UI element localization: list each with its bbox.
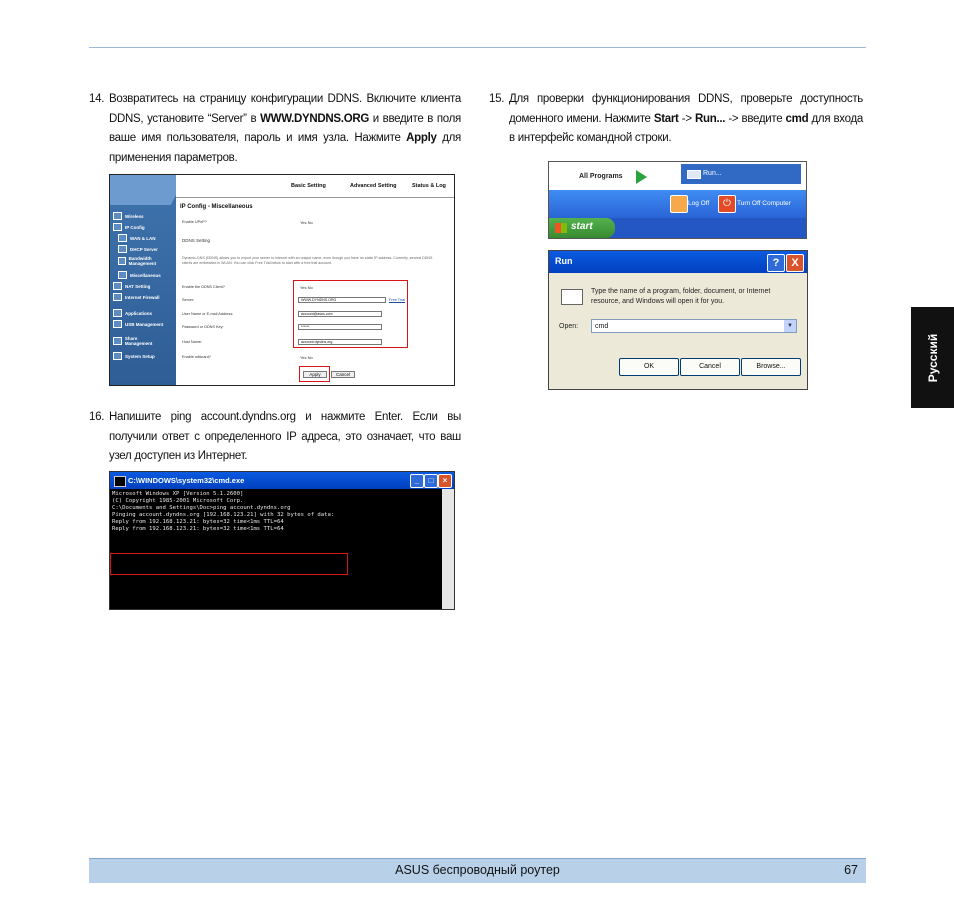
nav-item[interactable]: Wireless	[113, 212, 143, 220]
cmd-output	[112, 491, 440, 609]
radio-wildcard[interactable]: Yes No	[300, 355, 313, 360]
maximize-button[interactable]: □	[424, 474, 438, 488]
start-menu-panel	[549, 162, 806, 190]
ok-button[interactable]: OK	[619, 358, 679, 376]
step-15	[489, 90, 863, 149]
windows-logo-icon	[555, 223, 567, 233]
nav-item[interactable]: IP Config	[113, 223, 145, 231]
highlight-reply	[110, 553, 348, 575]
router-logo	[110, 175, 186, 205]
router-sidebar	[110, 175, 176, 385]
step-number: 14.	[89, 93, 105, 105]
free-trial-link[interactable]: Free Trial	[389, 298, 406, 302]
step-text: Напишите ping account.dyndns.org и нажмите Enter. Если вы получили ответ с определенного IP адреса, это означает, что ваш узел доступен из Интернет.	[109, 411, 461, 462]
section-heading: DDNS Setting	[182, 238, 211, 243]
browse-button[interactable]: Browse...	[741, 358, 801, 376]
arrow-right-icon	[636, 170, 647, 184]
page-number: 67	[844, 863, 858, 877]
console-line: Reply from 192.168.123.21: bytes=32 time<1ms TTL=64	[112, 519, 284, 525]
close-button[interactable]: ×	[438, 474, 452, 488]
nav-item[interactable]: System Setup	[113, 352, 155, 360]
footer-title: ASUS беспроводный роутер	[395, 863, 560, 877]
cmd-icon	[114, 476, 126, 487]
cmd-screenshot	[109, 471, 455, 610]
highlight-apply	[299, 366, 330, 382]
scrollbar[interactable]	[442, 489, 454, 609]
ddns-description: Dynamic-DNS (DDNS) allows you to export your server to Internet with an unique name, even though you have no static IP address. Currently, several DDNS clients are embedded in WLAN. You can click Free Trial below to start with a free trial account.	[182, 256, 433, 265]
turn-off-button[interactable]: Turn Off Computer	[737, 200, 791, 207]
cancel-button[interactable]: Cancel	[331, 371, 355, 378]
nav-item[interactable]: WAN & LAN	[118, 234, 156, 242]
apply-button[interactable]: Apply	[303, 371, 327, 378]
console-line: Microsoft Windows XP [Version 5.1.2600]	[112, 491, 244, 497]
radio-upnp[interactable]: Yes No	[300, 220, 313, 225]
console-line: Reply from 192.168.123.21: bytes=32 time<1ms TTL=64	[112, 526, 284, 532]
field-label: Host Name:	[182, 340, 203, 344]
run-dialog-titlebar: Run ? X	[549, 251, 807, 273]
highlight-ddns-fields	[293, 280, 408, 348]
all-programs-item[interactable]: All Programs	[579, 173, 623, 180]
cancel-button[interactable]: Cancel	[680, 358, 740, 376]
server-select[interactable]: WWW.DYNDNS.ORG	[298, 297, 386, 303]
run-item[interactable]: Run...	[681, 164, 801, 184]
router-config-screenshot	[109, 174, 455, 386]
start-button[interactable]: start	[549, 218, 615, 238]
console-line: (C) Copyright 1985-2001 Microsoft Corp.	[112, 498, 244, 504]
field-label: Enable the DDNS Client?	[182, 285, 225, 289]
minimize-button[interactable]: _	[410, 474, 424, 488]
power-icon: ⏻	[718, 195, 736, 213]
run-icon	[687, 170, 701, 179]
tab-advanced-setting[interactable]: Advanced Setting	[350, 183, 397, 189]
nav-item[interactable]: USB Management	[113, 320, 165, 328]
nav-item[interactable]: Bandwidth Management	[118, 256, 170, 266]
nav-item[interactable]: NAT Setting	[113, 282, 150, 290]
step-number: 16.	[89, 411, 105, 423]
nav-item[interactable]: Applications	[113, 309, 152, 317]
run-icon	[561, 289, 583, 305]
help-button[interactable]: ?	[767, 254, 785, 272]
step-text: Возвратитесь на страницу конфигурации DDNS. Включите клиента DDNS, установите “Server” в WWW.DYNDNS.ORG и введите в поля ваше имя пользователя, пароль и имя узла. Нажмите Apply для применения параметров.	[109, 93, 461, 164]
run-description: Type the name of a program, folder, document, or Internet resource, and Windows will open it for you.	[591, 288, 771, 305]
field-label: User Name or E-mail Address:	[182, 312, 234, 316]
nav-item[interactable]: DHCP Server	[118, 245, 158, 253]
field-label: Server:	[182, 298, 195, 302]
console-line: C:\Documents and Settings\Doc>ping account.dyndns.org	[112, 505, 291, 511]
key-icon	[670, 195, 688, 213]
language-label: Русский	[925, 333, 940, 382]
field-label: Password or DDNS Key:	[182, 325, 224, 329]
cmd-titlebar: C:\WINDOWS\system32\cmd.exe _ □ ×	[110, 472, 454, 489]
step-text: Для проверки функционирования DDNS, проверьте доступность доменного имени. Нажмите Start -> Run... -> введите cmd для входа в интерфейс командной строки.	[509, 93, 863, 144]
radio-enable-ddns[interactable]: Yes No	[300, 285, 313, 290]
open-input[interactable]: cmd ▼	[591, 319, 797, 333]
field-label: Enable UPnP?	[182, 220, 207, 224]
password-input[interactable]: ******	[298, 324, 382, 330]
chevron-down-icon[interactable]: ▼	[784, 320, 796, 332]
log-off-button[interactable]: Log Off	[688, 200, 710, 207]
footer	[89, 858, 866, 883]
console-line: Pinging account.dyndns.org [192.168.123.21] with 32 bytes of data:	[112, 512, 335, 518]
page-title: IP Config - Miscellaneous	[180, 204, 253, 210]
tab-basic-setting[interactable]: Basic Setting	[291, 183, 326, 189]
step-14	[89, 90, 461, 168]
tab-status-log[interactable]: Status & Log	[412, 183, 446, 189]
username-input[interactable]: account@asus.com	[298, 311, 382, 317]
open-label: Open:	[559, 323, 579, 330]
start-menu-screenshot	[548, 161, 807, 239]
field-label: Enable wildcard?	[182, 355, 211, 359]
nav-item[interactable]: Internet Firewall	[113, 293, 165, 301]
hostname-input[interactable]: account.dyndns.org	[298, 339, 382, 345]
run-dialog-screenshot	[548, 250, 808, 390]
header-rule	[89, 47, 866, 48]
step-number: 15.	[489, 93, 505, 105]
nav-item[interactable]: Share Management	[113, 336, 165, 346]
step-16	[89, 408, 461, 467]
router-tabs	[176, 175, 454, 197]
close-button[interactable]: X	[786, 254, 804, 272]
nav-item[interactable]: Miscellaneous	[118, 271, 161, 279]
language-tab	[911, 307, 954, 408]
